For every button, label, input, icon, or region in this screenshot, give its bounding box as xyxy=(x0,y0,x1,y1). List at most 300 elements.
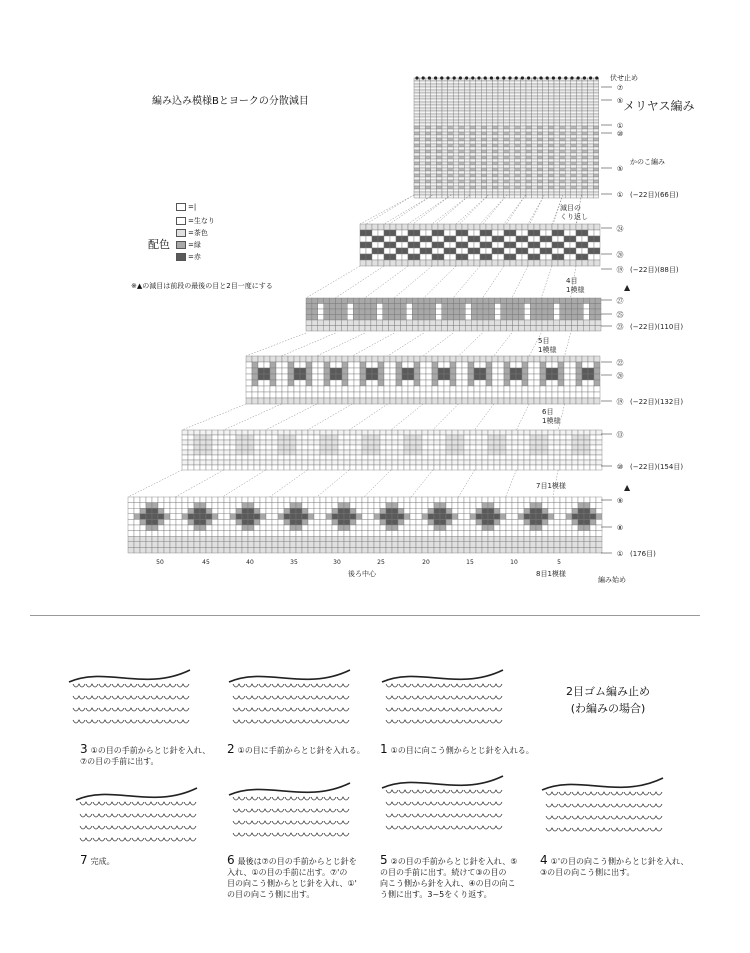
chart-cell xyxy=(504,132,510,135)
chart-cell xyxy=(182,430,188,435)
chart-cell xyxy=(302,465,308,470)
chart-cell xyxy=(434,525,440,531)
chart-cell xyxy=(560,102,566,105)
chart-cell xyxy=(432,242,438,248)
chart-cell xyxy=(560,177,566,180)
chart-cell xyxy=(453,180,459,183)
bindoff-dot xyxy=(570,76,573,79)
chart-cell xyxy=(509,159,515,162)
x-tick-label: 50 xyxy=(156,559,164,566)
chart-cell xyxy=(414,153,420,156)
chart-cell xyxy=(390,236,396,242)
chart-cell xyxy=(593,174,599,177)
chart-cell xyxy=(362,514,368,520)
chart-cell xyxy=(290,435,296,440)
chart-cell xyxy=(378,224,384,230)
chart-cell xyxy=(182,542,188,548)
chart-cell xyxy=(526,117,532,120)
chart-cell xyxy=(456,386,462,392)
chart-cell xyxy=(498,153,504,156)
chart-cell xyxy=(296,450,302,455)
chart-cell xyxy=(448,81,454,84)
chart-cell xyxy=(414,111,420,114)
chart-cell xyxy=(258,374,264,380)
chart-cell xyxy=(526,153,532,156)
step-number: 2 xyxy=(227,742,235,756)
chart-cell xyxy=(554,102,560,105)
chart-cell xyxy=(465,320,471,326)
chart-cell xyxy=(383,326,389,332)
chart-cell xyxy=(487,168,493,171)
chart-cell xyxy=(380,445,386,450)
chart-cell xyxy=(374,503,380,509)
chart-cell xyxy=(540,242,546,248)
chart-cell xyxy=(312,315,318,321)
chart-cell xyxy=(452,435,458,440)
knit-stitch xyxy=(311,708,323,711)
chart-cell xyxy=(377,320,383,326)
chart-cell xyxy=(431,96,437,99)
chart-cell xyxy=(282,362,288,368)
chart-cell xyxy=(440,435,446,440)
chart-cell xyxy=(464,180,470,183)
chart-cell xyxy=(362,508,368,514)
chart-cell xyxy=(420,180,426,183)
chart-cell xyxy=(477,309,483,315)
knit-stitch xyxy=(106,826,118,829)
chart-cell xyxy=(418,315,424,321)
chart-cell xyxy=(170,542,176,548)
chart-cell xyxy=(200,455,206,460)
chart-cell xyxy=(504,392,510,398)
chart-cell xyxy=(416,519,422,525)
chart-cell xyxy=(420,380,426,386)
chart-cell xyxy=(481,87,487,90)
connector-line xyxy=(456,195,488,224)
chart-cell xyxy=(266,497,272,503)
chart-cell xyxy=(360,368,366,374)
chart-cell xyxy=(254,519,260,525)
chart-cell xyxy=(494,536,500,542)
chart-cell xyxy=(140,542,146,548)
chart-cell xyxy=(464,542,470,548)
chart-cell xyxy=(515,96,521,99)
knit-stitch xyxy=(559,804,571,807)
knit-stitch xyxy=(451,790,463,793)
chart-cell xyxy=(596,460,602,465)
bindoff-dot xyxy=(434,76,437,79)
chart-cell xyxy=(560,111,566,114)
chart-cell xyxy=(436,96,442,99)
chart-cell xyxy=(536,547,542,553)
chart-cell xyxy=(504,186,510,189)
x-tick-label: 20 xyxy=(422,559,430,566)
chart-cell xyxy=(448,298,454,304)
chart-cell xyxy=(498,81,504,84)
chart-cell xyxy=(404,430,410,435)
chart-cell xyxy=(396,242,402,248)
chart-cell xyxy=(188,525,194,531)
knit-stitch xyxy=(93,814,105,817)
chart-cell xyxy=(530,435,536,440)
chart-cell xyxy=(588,105,594,108)
chart-cell xyxy=(408,368,414,374)
chart-cell xyxy=(543,87,549,90)
chart-cell xyxy=(504,84,510,87)
chart-cell xyxy=(532,120,538,123)
yoke-top-band xyxy=(414,78,599,198)
chart-cell xyxy=(571,192,577,195)
chart-cell xyxy=(542,304,548,310)
chart-cell xyxy=(341,309,347,315)
chart-cell xyxy=(442,174,448,177)
chart-cell xyxy=(308,430,314,435)
chart-cell xyxy=(560,99,566,102)
chart-cell xyxy=(512,547,518,553)
chart-cell xyxy=(402,356,408,362)
chart-cell xyxy=(282,392,288,398)
chart-cell xyxy=(554,304,560,310)
chart-cell xyxy=(444,236,450,242)
chart-cell xyxy=(353,320,359,326)
chart-cell xyxy=(396,230,402,236)
chart-cell xyxy=(300,380,306,386)
bindoff-dot xyxy=(521,76,524,79)
chart-cell xyxy=(224,514,230,520)
chart-cell xyxy=(492,183,498,186)
chart-cell xyxy=(560,531,566,537)
chart-cell xyxy=(446,514,452,520)
chart-cell xyxy=(146,547,152,553)
chart-cell xyxy=(537,195,543,198)
knit-stitch xyxy=(324,708,336,711)
chart-cell xyxy=(576,177,582,180)
chart-cell xyxy=(494,514,500,520)
chart-cell xyxy=(498,192,504,195)
chart-cell xyxy=(588,108,594,111)
knit-stitch xyxy=(425,708,437,711)
chart-cell xyxy=(492,248,498,254)
chart-cell xyxy=(554,547,560,553)
chart-cell xyxy=(570,242,576,248)
chart-cell xyxy=(152,497,158,503)
chart-cell xyxy=(414,105,420,108)
chart-cell xyxy=(338,514,344,520)
knit-stitch xyxy=(233,821,245,824)
chart-cell xyxy=(453,90,459,93)
chart-cell xyxy=(402,380,408,386)
knit-stitch xyxy=(572,792,584,795)
chart-cell xyxy=(284,536,290,542)
chart-cell xyxy=(560,132,566,135)
chart-cell xyxy=(470,536,476,542)
chart-cell xyxy=(548,309,554,315)
chart-cell xyxy=(347,309,353,315)
chart-cell xyxy=(572,536,578,542)
chart-cell xyxy=(481,90,487,93)
chart-cell xyxy=(588,224,594,230)
chart-cell xyxy=(314,531,320,537)
chart-cell xyxy=(584,497,590,503)
chart-cell xyxy=(428,547,434,553)
knit-stitch xyxy=(324,696,336,699)
chart-cell xyxy=(362,525,368,531)
chart-cell xyxy=(418,320,424,326)
chart-cell xyxy=(344,514,350,520)
chart-cell xyxy=(464,108,470,111)
chart-cell xyxy=(176,547,182,553)
chart-cell xyxy=(476,177,482,180)
chart-cell xyxy=(515,186,521,189)
chart-cell xyxy=(498,165,504,168)
chart-cell xyxy=(459,171,465,174)
chart-cell xyxy=(537,156,543,159)
chart-cell xyxy=(430,298,436,304)
chart-cell xyxy=(420,111,426,114)
knit-stitch xyxy=(138,708,150,711)
chart-cell xyxy=(414,368,420,374)
chart-cell xyxy=(442,195,448,198)
chart-cell xyxy=(532,99,538,102)
chart-cell xyxy=(356,542,362,548)
chart-cell xyxy=(487,84,493,87)
chart-cell xyxy=(452,465,458,470)
chart-cell xyxy=(459,162,465,165)
chart-cell xyxy=(464,508,470,514)
chart-cell xyxy=(470,445,476,450)
chart-cell xyxy=(459,315,465,321)
chart-cell xyxy=(471,298,477,304)
chart-cell xyxy=(356,519,362,525)
chart-cell xyxy=(578,536,584,542)
chart-cell xyxy=(593,159,599,162)
chart-cell xyxy=(426,392,432,398)
chart-cell xyxy=(390,242,396,248)
chart-cell xyxy=(588,230,594,236)
chart-cell xyxy=(448,162,454,165)
chart-cell xyxy=(509,108,515,111)
chart-cell xyxy=(326,455,332,460)
chart-cell xyxy=(442,183,448,186)
chart-cell xyxy=(532,96,538,99)
chart-cell xyxy=(380,455,386,460)
chart-cell xyxy=(254,531,260,537)
connector-line xyxy=(528,195,544,224)
chart-cell xyxy=(593,195,599,198)
knit-stitch xyxy=(412,696,424,699)
chart-cell xyxy=(512,455,518,460)
chart-cell xyxy=(548,165,554,168)
chart-cell xyxy=(548,123,554,126)
chart-cell xyxy=(260,531,266,537)
chart-cell xyxy=(444,368,450,374)
chart-cell xyxy=(371,309,377,315)
chart-cell xyxy=(498,195,504,198)
chart-cell xyxy=(431,183,437,186)
chart-cell xyxy=(436,192,442,195)
chart-cell xyxy=(448,147,454,150)
chart-cell xyxy=(537,174,543,177)
chart-cell xyxy=(404,460,410,465)
chart-cell xyxy=(470,144,476,147)
chart-cell xyxy=(498,162,504,165)
chart-cell xyxy=(324,362,330,368)
chart-cell xyxy=(520,84,526,87)
chart-cell xyxy=(464,129,470,132)
chart-cell xyxy=(524,440,530,445)
chart-cell xyxy=(272,445,278,450)
chart-cell xyxy=(498,224,504,230)
chart-cell xyxy=(492,398,498,404)
chart-cell xyxy=(552,236,558,242)
chart-cell xyxy=(320,531,326,537)
chart-cell xyxy=(518,298,524,304)
chart-cell xyxy=(459,326,465,332)
chart-cell xyxy=(146,525,152,531)
chart-cell xyxy=(354,368,360,374)
chart-cell xyxy=(320,508,326,514)
chart-cell xyxy=(308,531,314,537)
chart-cell xyxy=(206,435,212,440)
chart-cell xyxy=(468,236,474,242)
knit-stitch xyxy=(598,804,610,807)
chart-cell xyxy=(350,445,356,450)
chart-cell xyxy=(565,117,571,120)
chart-cell xyxy=(512,460,518,465)
chart-cell xyxy=(509,114,515,117)
chart-cell xyxy=(425,177,431,180)
chart-cell xyxy=(278,497,284,503)
chart-cell xyxy=(459,99,465,102)
chart-cell xyxy=(302,531,308,537)
chart-cell xyxy=(518,542,524,548)
chart-cell xyxy=(272,435,278,440)
chart-cell xyxy=(560,90,566,93)
chart-cell xyxy=(565,174,571,177)
chart-cell xyxy=(524,320,530,326)
chart-cell xyxy=(513,326,519,332)
chart-cell xyxy=(492,192,498,195)
chart-cell xyxy=(498,374,504,380)
chart-cell xyxy=(558,254,564,260)
chart-cell xyxy=(482,450,488,455)
chart-cell xyxy=(512,542,518,548)
chart-cell xyxy=(582,81,588,84)
chart-cell xyxy=(576,380,582,386)
chart-cell xyxy=(542,547,548,553)
chart-cell xyxy=(368,514,374,520)
chart-cell xyxy=(284,430,290,435)
chart-cell xyxy=(594,374,600,380)
chart-cell xyxy=(395,309,401,315)
yarn-path xyxy=(382,776,503,788)
chart-cell xyxy=(464,87,470,90)
chart-cell xyxy=(344,440,350,445)
chart-cell xyxy=(320,445,326,450)
chart-cell xyxy=(571,186,577,189)
chart-cell xyxy=(459,144,465,147)
chart-cell xyxy=(425,108,431,111)
chart-cell xyxy=(465,309,471,315)
chart-cell xyxy=(524,542,530,548)
chart-cell xyxy=(492,132,498,135)
chart-cell xyxy=(528,260,534,266)
chart-cell xyxy=(448,309,454,315)
chart-cell xyxy=(565,141,571,144)
chart-cell xyxy=(476,108,482,111)
chart-cell xyxy=(476,144,482,147)
chart-cell xyxy=(360,356,366,362)
chart-cell xyxy=(350,465,356,470)
chart-cell xyxy=(516,356,522,362)
chart-cell xyxy=(509,135,515,138)
chart-cell xyxy=(560,147,566,150)
chart-cell xyxy=(492,102,498,105)
knit-stitch xyxy=(425,826,437,829)
chart-cell xyxy=(230,508,236,514)
chart-cell xyxy=(532,117,538,120)
chart-cell xyxy=(296,460,302,465)
chart-cell xyxy=(422,465,428,470)
chart-cell xyxy=(384,398,390,404)
chart-cell xyxy=(230,460,236,465)
chart-cell xyxy=(453,120,459,123)
chart-cell xyxy=(320,435,326,440)
chart-cell xyxy=(302,536,308,542)
knit-stitch xyxy=(451,814,463,817)
chart-cell xyxy=(548,531,554,537)
chart-cell xyxy=(476,445,482,450)
chart-cell xyxy=(524,450,530,455)
chart-cell xyxy=(464,96,470,99)
chart-cell xyxy=(368,455,374,460)
chart-cell xyxy=(418,298,424,304)
chart-cell xyxy=(366,260,372,266)
chart-cell xyxy=(442,126,448,129)
chart-cell xyxy=(552,368,558,374)
chart-cell xyxy=(554,126,560,129)
chart-cell xyxy=(515,123,521,126)
chart-cell xyxy=(290,440,296,445)
chart-cell xyxy=(576,147,582,150)
stitch-count: (−22目)(154目) xyxy=(630,463,684,471)
chart-cell xyxy=(422,542,428,548)
chart-cell xyxy=(470,156,476,159)
chart-cell xyxy=(548,90,554,93)
chart-cell xyxy=(431,117,437,120)
chart-cell xyxy=(458,531,464,537)
chart-cell xyxy=(356,514,362,520)
yarn-path xyxy=(69,670,190,682)
chart-cell xyxy=(188,435,194,440)
chart-cell xyxy=(266,503,272,509)
chart-cell xyxy=(448,180,454,183)
chart-cell xyxy=(492,168,498,171)
chart-cell xyxy=(530,519,536,525)
chart-cell xyxy=(330,298,336,304)
chart-cell xyxy=(350,547,356,553)
chart-cell xyxy=(248,445,254,450)
chart-cell xyxy=(476,519,482,525)
chart-cell xyxy=(487,177,493,180)
chart-cell xyxy=(489,309,495,315)
chart-cell xyxy=(470,159,476,162)
chart-cell xyxy=(560,183,566,186)
chart-cell xyxy=(470,162,476,165)
chart-cell xyxy=(332,531,338,537)
chart-cell xyxy=(516,380,522,386)
knit-stitch xyxy=(272,696,284,699)
